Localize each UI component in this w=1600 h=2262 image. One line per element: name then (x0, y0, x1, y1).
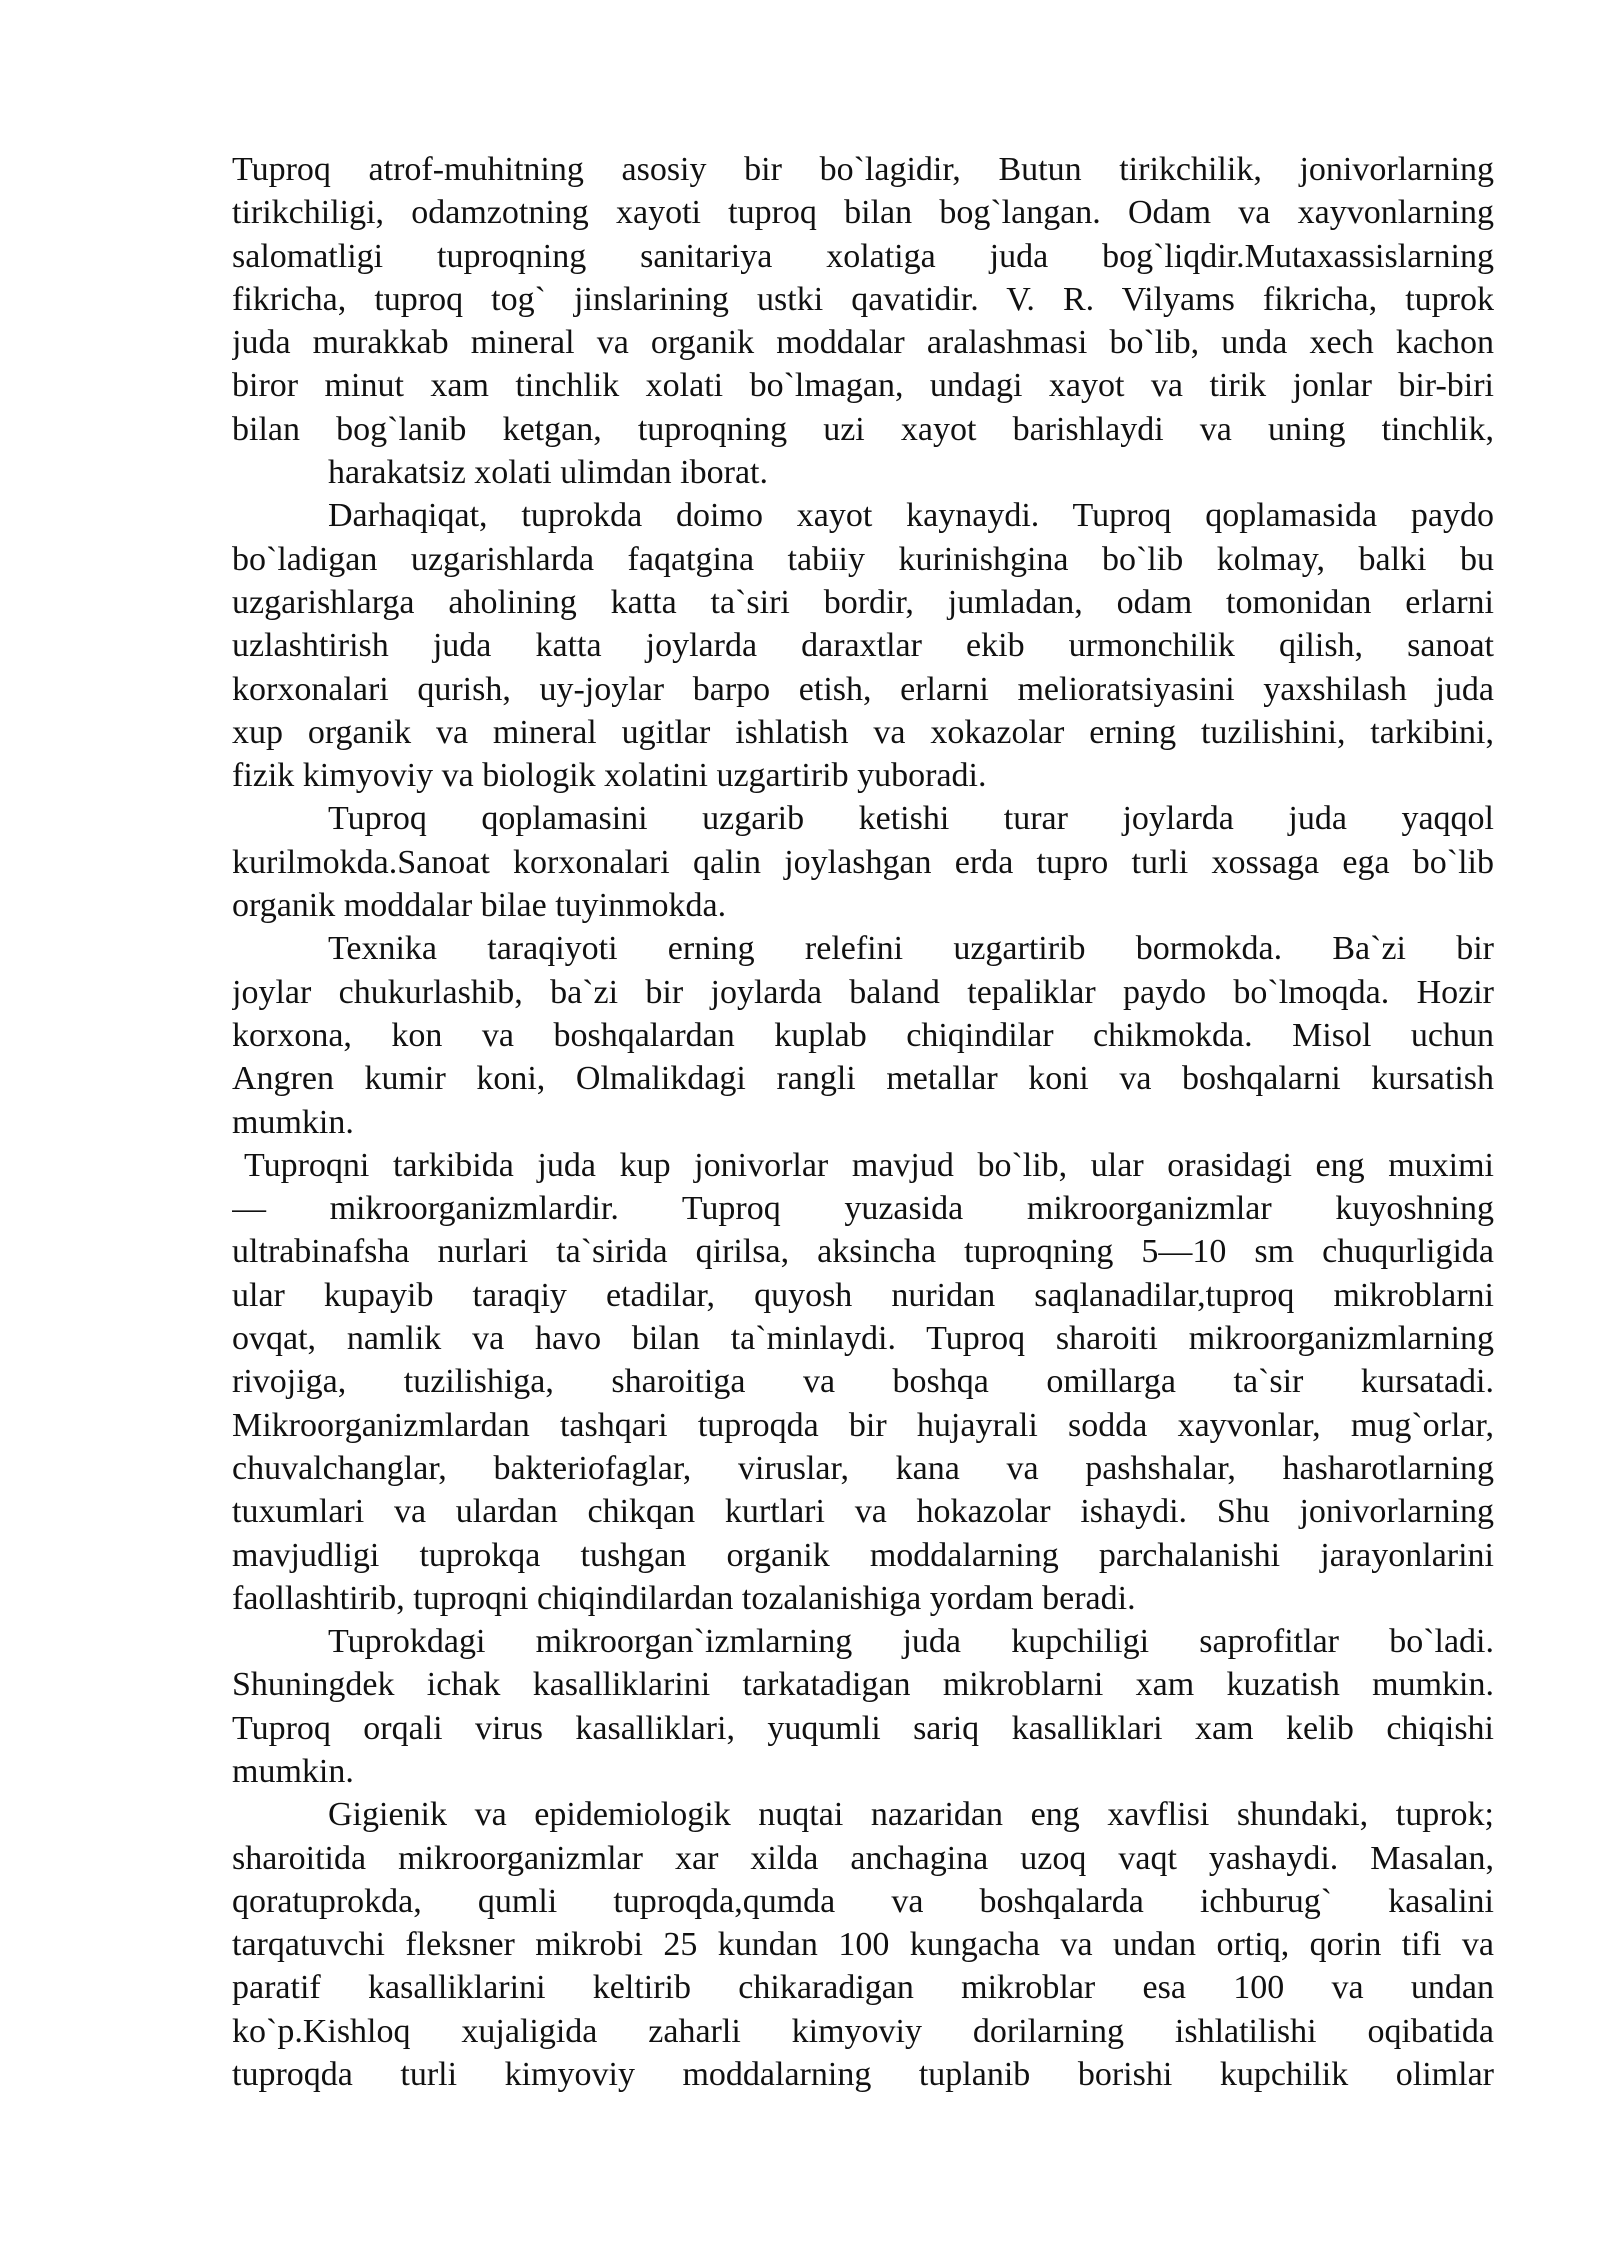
text-line: korxona, kon va boshqalardan kuplab chiqindilar chikmokda. Misol uchun (232, 1016, 1494, 1054)
text-line: uzgarishlarga aholining katta ta`siri bordir, jumladan, odam tomonidan erlarni (232, 583, 1494, 621)
text-line: mumkin. (232, 1103, 354, 1141)
text-line: tirikchiligi, odamzotning xayoti tuproq bilan bog`langan. Odam va xayvonlarning (232, 194, 1494, 232)
text-line: bilan bog`lanib ketgan, tuproqning uzi xayot barishlaydi va uning tinchlik, (232, 410, 1494, 448)
text-line: qoratuprokda, qumli tuproqda,qumda va boshqalarda ichburug` kasalini (232, 1882, 1494, 1920)
text-line: bo`ladigan uzgarishlarda faqatgina tabiiy kurinishgina bo`lib kolmay, balki bu (232, 540, 1494, 578)
text-line: mumkin. (232, 1752, 354, 1790)
document-page (232, 148, 1494, 2096)
text-line: sharoitida mikroorganizmlar xar xilda anchagina uzoq vaqt yashaydi. Masalan, (232, 1839, 1494, 1877)
text-line: uzlashtirish juda katta joylarda daraxtlar ekib urmonchilik qilish, sanoat (232, 627, 1494, 665)
text-line: fizik kimyoviy va biologik xolatini uzgartirib yuboradi. (232, 757, 987, 795)
text-line: Tuproq qoplamasini uzgarib ketishi turar joylarda juda yaqqol (328, 800, 1494, 838)
text-line: Tuproq atrof-muhitning asosiy bir bo`lagidir, Butun tirikchilik, jonivorlarning (232, 151, 1494, 188)
text-line: korxonalari qurish, uy-joylar barpo etish, erlarni melioratsiyasini yaxshilash juda (232, 670, 1494, 708)
text-line: ko`p.Kishloq xujaligida zaharli kimyoviy dorilarning ishlatilishi oqibatida (232, 2012, 1494, 2050)
text-line: xup organik va mineral ugitlar ishlatish va xokazolar erning tuzilishini, tarkibini, (232, 713, 1494, 751)
text-line: — mikroorganizmlardir. Tuproq yuzasida mikroorganizmlar kuyoshning (232, 1190, 1494, 1228)
text-line: Shuningdek ichak kasalliklarini tarkatadigan mikroblarni xam kuzatish mumkin. (232, 1666, 1494, 1704)
text-line: salomatligi tuproqning sanitariya xolatiga juda bog`liqdir.Mutaxassislarning (232, 237, 1494, 275)
text-line: Darhaqiqat, tuprokda doimo xayot kaynaydi. Tuproq qoplamasida paydo (328, 497, 1494, 535)
text-line: Tuprokdagi mikroorgan`izmlarning juda kupchiligi saprofitlar bo`ladi. (328, 1623, 1494, 1661)
text-line: Gigienik va epidemiologik nuqtai nazaridan eng xavflisi shundaki, tuprok; (328, 1796, 1494, 1834)
text-line: tuxumlari va ulardan chikqan kurtlari va hokazolar ishaydi. Shu jonivorlarning (232, 1493, 1494, 1531)
text-line: ovqat, namlik va havo bilan ta`minlaydi. Tuproq sharoiti mikroorganizmlarning (232, 1320, 1494, 1358)
text-line: organik moddalar bilae tuyinmokda. (232, 887, 727, 925)
text-line: Tuproqni tarkibida juda kup jonivorlar mavjud bo`lib, ular orasidagi eng muximi (244, 1146, 1494, 1184)
text-line: chuvalchanglar, bakteriofaglar, viruslar, kana va pashshalar, hasharotlarning (232, 1449, 1494, 1487)
text-line: Tuproq orqali virus kasalliklari, yuqumli sariq kasalliklari xam kelib chiqishi (232, 1709, 1494, 1747)
text-line: juda murakkab mineral va organik moddalar aralashmasi bo`lib, unda xech kachon (232, 324, 1494, 362)
text-line: biror minut xam tinchlik xolati bo`lmagan, undagi xayot va tirik jonlar bir-biri (232, 367, 1494, 405)
text-line: mavjudligi tuprokqa tushgan organik moddalarning parchalanishi jarayonlarini (232, 1536, 1494, 1574)
text-line: fikricha, tuproq tog` jinslarining ustki qavatidir. V. R. Vilyams fikricha, tuprok (232, 280, 1494, 318)
text-line: Angren kumir koni, Olmalikdagi rangli metallar koni va boshqalarni kursatish (232, 1060, 1494, 1098)
text-line: joylar chukurlashib, ba`zi bir joylarda baland tepaliklar paydo bo`lmoqda. Hozir (232, 973, 1494, 1011)
text-line: ultrabinafsha nurlari ta`sirida qirilsa, aksincha tuproqning 5—10 sm chuqurligida (232, 1233, 1494, 1271)
text-line: tuproqda turli kimyoviy moddalarning tuplanib borishi kupchilik olimlar (232, 2056, 1494, 2094)
text-line: ular kupayib taraqiy etadilar, quyosh nuridan saqlanadilar,tuproq mikroblarni (232, 1276, 1494, 1314)
text-line: rivojiga, tuzilishiga, sharoitiga va boshqa omillarga ta`sir kursatadi. (232, 1363, 1494, 1401)
text-line: Mikroorganizmlardan tashqari tuproqda bir hujayrali sodda xayvonlar, mug`orlar, (232, 1406, 1494, 1444)
text-line: tarqatuvchi fleksner mikrobi 25 kundan 100 kungacha va undan ortiq, qorin tifi va (232, 1926, 1494, 1964)
text-line: Texnika taraqiyoti erning relefini uzgartirib bormokda. Ba`zi bir (328, 930, 1494, 968)
text-line: kurilmokda.Sanoat korxonalari qalin joylashgan erda tupro turli xossaga ega bo`lib (232, 843, 1494, 881)
text-line: paratif kasalliklarini keltirib chikaradigan mikroblar esa 100 va undan (232, 1969, 1494, 2007)
text-line: harakatsiz xolati ulimdan iborat. (328, 454, 768, 492)
text-line: faollashtirib, tuproqni chiqindilardan tozalanishiga yordam beradi. (232, 1579, 1136, 1617)
